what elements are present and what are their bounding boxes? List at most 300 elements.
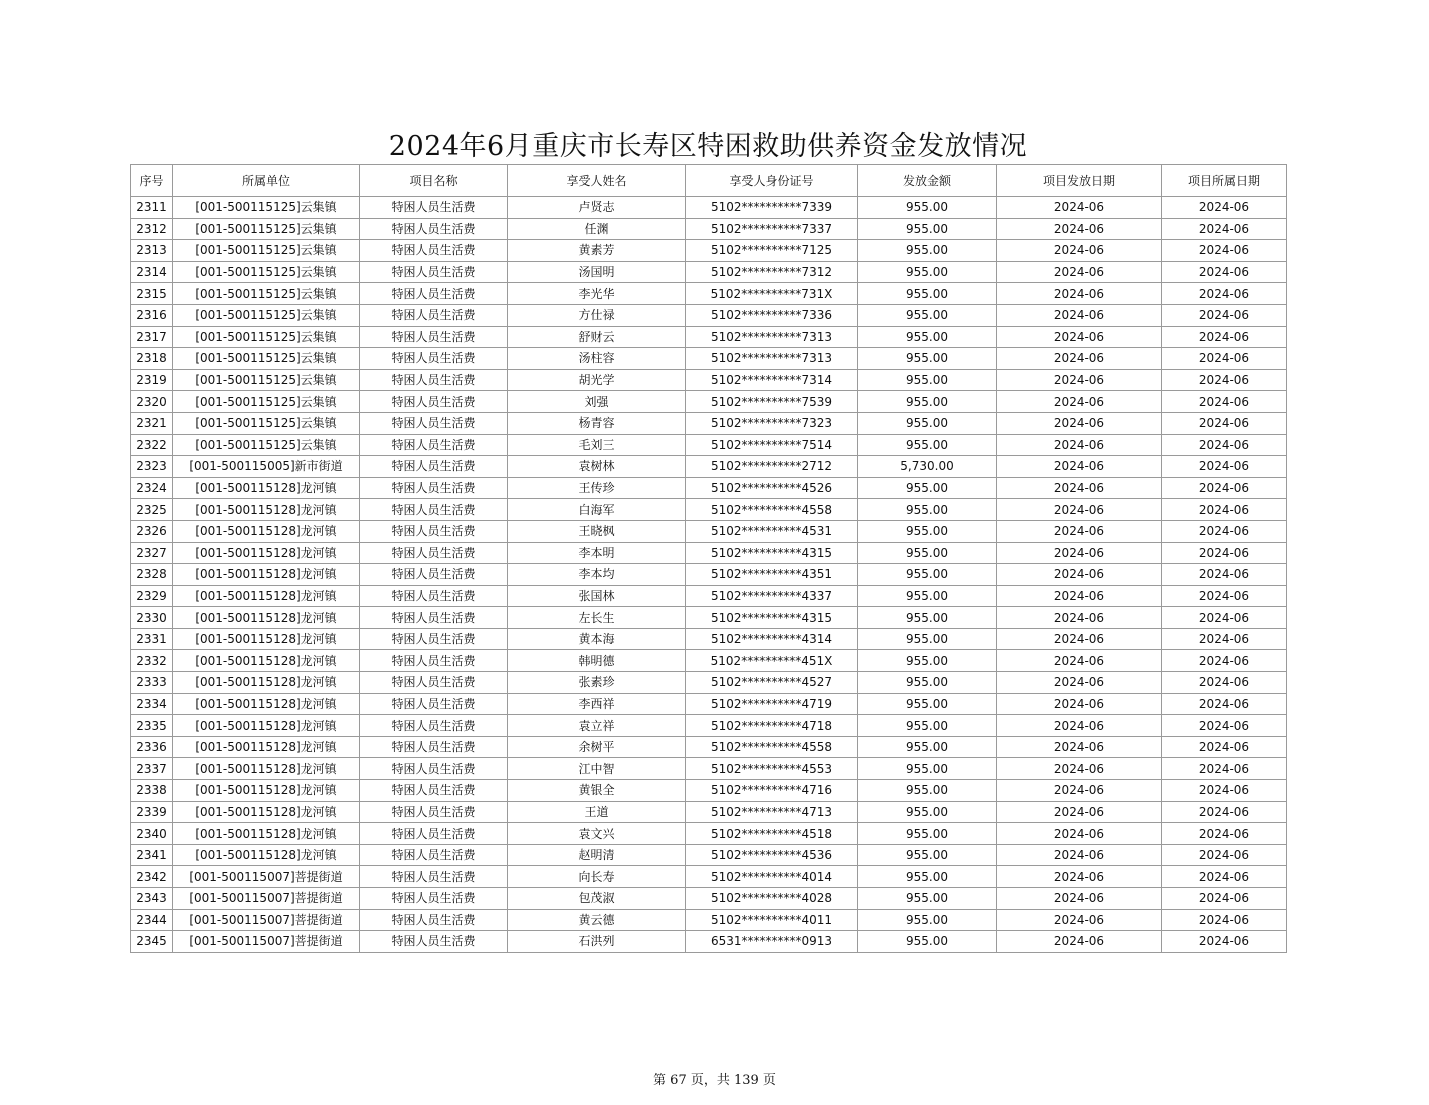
cell-project-name: 特困人员生活费 [360, 758, 508, 780]
table-row [131, 542, 1287, 564]
table-row [131, 607, 1287, 629]
table-row [131, 240, 1287, 262]
cell-project-name: 特困人员生活费 [360, 197, 508, 219]
cell-recipient-name: 胡光学 [508, 369, 686, 391]
cell-serial: 2331 [131, 628, 173, 650]
header-amount: 发放金额 [858, 165, 997, 197]
cell-recipient-id: 5102**********4536 [686, 844, 858, 866]
cell-recipient-id: 5102**********4315 [686, 607, 858, 629]
cell-unit: [001-500115125]云集镇 [173, 391, 360, 413]
cell-serial: 2322 [131, 434, 173, 456]
cell-project-name: 特困人员生活费 [360, 607, 508, 629]
cell-serial: 2334 [131, 693, 173, 715]
cell-period-date: 2024-06 [1162, 477, 1287, 499]
cell-recipient-id: 5102**********4716 [686, 780, 858, 802]
table-row [131, 369, 1287, 391]
cell-period-date: 2024-06 [1162, 197, 1287, 219]
table-row [131, 844, 1287, 866]
cell-amount: 955.00 [858, 888, 997, 910]
cell-amount: 955.00 [858, 304, 997, 326]
cell-project-name: 特困人员生活费 [360, 477, 508, 499]
cell-recipient-id: 5102**********4713 [686, 801, 858, 823]
cell-serial: 2311 [131, 197, 173, 219]
table-row [131, 283, 1287, 305]
cell-serial: 2333 [131, 672, 173, 694]
cell-period-date: 2024-06 [1162, 218, 1287, 240]
cell-period-date: 2024-06 [1162, 866, 1287, 888]
cell-serial: 2338 [131, 780, 173, 802]
cell-unit: [001-500115128]龙河镇 [173, 693, 360, 715]
cell-recipient-name: 黄银全 [508, 780, 686, 802]
cell-amount: 955.00 [858, 844, 997, 866]
cell-period-date: 2024-06 [1162, 456, 1287, 478]
cell-amount: 955.00 [858, 240, 997, 262]
cell-period-date: 2024-06 [1162, 628, 1287, 650]
cell-serial: 2314 [131, 261, 173, 283]
cell-unit: [001-500115128]龙河镇 [173, 672, 360, 694]
cell-project-name: 特困人员生活费 [360, 866, 508, 888]
cell-amount: 955.00 [858, 628, 997, 650]
cell-period-date: 2024-06 [1162, 736, 1287, 758]
header-unit: 所属单位 [173, 165, 360, 197]
cell-recipient-name: 赵明清 [508, 844, 686, 866]
cell-issue-date: 2024-06 [997, 520, 1162, 542]
cell-recipient-id: 5102**********4558 [686, 499, 858, 521]
cell-issue-date: 2024-06 [997, 628, 1162, 650]
cell-project-name: 特困人员生活费 [360, 499, 508, 521]
cell-project-name: 特困人员生活费 [360, 391, 508, 413]
header-recipient-id: 享受人身份证号 [686, 165, 858, 197]
cell-project-name: 特困人员生活费 [360, 348, 508, 370]
cell-issue-date: 2024-06 [997, 801, 1162, 823]
table-row [131, 888, 1287, 910]
cell-period-date: 2024-06 [1162, 326, 1287, 348]
table-row [131, 823, 1287, 845]
table-row [131, 391, 1287, 413]
cell-recipient-name: 汤柱容 [508, 348, 686, 370]
cell-unit: [001-500115128]龙河镇 [173, 801, 360, 823]
cell-period-date: 2024-06 [1162, 672, 1287, 694]
cell-serial: 2324 [131, 477, 173, 499]
cell-project-name: 特困人员生活费 [360, 456, 508, 478]
cell-period-date: 2024-06 [1162, 542, 1287, 564]
cell-issue-date: 2024-06 [997, 197, 1162, 219]
cell-recipient-id: 5102**********7336 [686, 304, 858, 326]
table-row [131, 736, 1287, 758]
cell-recipient-id: 5102**********7314 [686, 369, 858, 391]
cell-period-date: 2024-06 [1162, 585, 1287, 607]
cell-project-name: 特困人员生活费 [360, 326, 508, 348]
table-row [131, 218, 1287, 240]
cell-recipient-name: 李西祥 [508, 693, 686, 715]
table-row [131, 628, 1287, 650]
cell-project-name: 特困人员生活费 [360, 304, 508, 326]
cell-issue-date: 2024-06 [997, 693, 1162, 715]
cell-serial: 2332 [131, 650, 173, 672]
cell-period-date: 2024-06 [1162, 758, 1287, 780]
cell-serial: 2343 [131, 888, 173, 910]
cell-recipient-id: 5102**********4315 [686, 542, 858, 564]
table-row [131, 758, 1287, 780]
cell-recipient-name: 任渊 [508, 218, 686, 240]
cell-issue-date: 2024-06 [997, 866, 1162, 888]
cell-recipient-name: 袁立祥 [508, 715, 686, 737]
cell-period-date: 2024-06 [1162, 348, 1287, 370]
cell-recipient-id: 5102**********4011 [686, 909, 858, 931]
cell-recipient-name: 左长生 [508, 607, 686, 629]
cell-recipient-id: 5102**********4531 [686, 520, 858, 542]
cell-recipient-name: 江中智 [508, 758, 686, 780]
cell-unit: [001-500115125]云集镇 [173, 261, 360, 283]
cell-amount: 955.00 [858, 477, 997, 499]
table-row [131, 326, 1287, 348]
cell-project-name: 特困人员生活费 [360, 240, 508, 262]
cell-unit: [001-500115125]云集镇 [173, 348, 360, 370]
header-recipient-name: 享受人姓名 [508, 165, 686, 197]
table-row [131, 197, 1287, 219]
cell-unit: [001-500115125]云集镇 [173, 326, 360, 348]
cell-recipient-name: 包茂淑 [508, 888, 686, 910]
cell-period-date: 2024-06 [1162, 434, 1287, 456]
cell-issue-date: 2024-06 [997, 283, 1162, 305]
cell-period-date: 2024-06 [1162, 780, 1287, 802]
cell-unit: [001-500115125]云集镇 [173, 240, 360, 262]
cell-issue-date: 2024-06 [997, 499, 1162, 521]
cell-unit: [001-500115128]龙河镇 [173, 585, 360, 607]
cell-serial: 2342 [131, 866, 173, 888]
cell-amount: 955.00 [858, 283, 997, 305]
cell-project-name: 特困人员生活费 [360, 218, 508, 240]
cell-unit: [001-500115128]龙河镇 [173, 564, 360, 586]
cell-issue-date: 2024-06 [997, 823, 1162, 845]
cell-issue-date: 2024-06 [997, 844, 1162, 866]
cell-recipient-name: 舒财云 [508, 326, 686, 348]
cell-recipient-name: 李本均 [508, 564, 686, 586]
cell-recipient-name: 杨青容 [508, 412, 686, 434]
cell-issue-date: 2024-06 [997, 715, 1162, 737]
cell-issue-date: 2024-06 [997, 909, 1162, 931]
cell-issue-date: 2024-06 [997, 931, 1162, 953]
cell-project-name: 特困人员生活费 [360, 693, 508, 715]
cell-recipient-id: 5102**********7125 [686, 240, 858, 262]
cell-project-name: 特困人员生活费 [360, 283, 508, 305]
cell-period-date: 2024-06 [1162, 844, 1287, 866]
cell-serial: 2335 [131, 715, 173, 737]
cell-project-name: 特困人员生活费 [360, 628, 508, 650]
cell-amount: 955.00 [858, 650, 997, 672]
cell-issue-date: 2024-06 [997, 434, 1162, 456]
cell-period-date: 2024-06 [1162, 391, 1287, 413]
cell-project-name: 特困人员生活费 [360, 585, 508, 607]
cell-recipient-id: 5102**********4526 [686, 477, 858, 499]
cell-issue-date: 2024-06 [997, 780, 1162, 802]
cell-recipient-name: 刘强 [508, 391, 686, 413]
cell-serial: 2336 [131, 736, 173, 758]
cell-issue-date: 2024-06 [997, 218, 1162, 240]
cell-recipient-id: 5102**********7339 [686, 197, 858, 219]
cell-period-date: 2024-06 [1162, 240, 1287, 262]
cell-issue-date: 2024-06 [997, 304, 1162, 326]
cell-project-name: 特困人员生活费 [360, 520, 508, 542]
table-row [131, 348, 1287, 370]
cell-unit: [001-500115128]龙河镇 [173, 758, 360, 780]
cell-period-date: 2024-06 [1162, 931, 1287, 953]
cell-serial: 2328 [131, 564, 173, 586]
table-row [131, 499, 1287, 521]
cell-recipient-id: 5102**********4014 [686, 866, 858, 888]
cell-project-name: 特困人员生活费 [360, 542, 508, 564]
cell-amount: 955.00 [858, 434, 997, 456]
table-row [131, 261, 1287, 283]
cell-issue-date: 2024-06 [997, 391, 1162, 413]
cell-amount: 955.00 [858, 715, 997, 737]
table-row [131, 434, 1287, 456]
cell-project-name: 特困人员生活费 [360, 823, 508, 845]
cell-issue-date: 2024-06 [997, 456, 1162, 478]
cell-period-date: 2024-06 [1162, 801, 1287, 823]
cell-serial: 2312 [131, 218, 173, 240]
cell-period-date: 2024-06 [1162, 564, 1287, 586]
table-body [131, 197, 1287, 953]
cell-serial: 2321 [131, 412, 173, 434]
cell-recipient-id: 5102**********7313 [686, 348, 858, 370]
cell-amount: 955.00 [858, 564, 997, 586]
cell-project-name: 特困人员生活费 [360, 909, 508, 931]
cell-period-date: 2024-06 [1162, 369, 1287, 391]
cell-amount: 955.00 [858, 780, 997, 802]
cell-project-name: 特困人员生活费 [360, 931, 508, 953]
cell-amount: 955.00 [858, 218, 997, 240]
cell-recipient-id: 5102**********4527 [686, 672, 858, 694]
cell-project-name: 特困人员生活费 [360, 261, 508, 283]
table-row [131, 456, 1287, 478]
cell-issue-date: 2024-06 [997, 585, 1162, 607]
cell-recipient-name: 方仕禄 [508, 304, 686, 326]
cell-amount: 5,730.00 [858, 456, 997, 478]
cell-recipient-id: 5102**********4719 [686, 693, 858, 715]
cell-recipient-name: 袁树林 [508, 456, 686, 478]
payment-table [130, 164, 1287, 953]
cell-unit: [001-500115007]菩提街道 [173, 888, 360, 910]
cell-amount: 955.00 [858, 758, 997, 780]
cell-recipient-name: 张素珍 [508, 672, 686, 694]
cell-recipient-id: 5102**********7539 [686, 391, 858, 413]
cell-period-date: 2024-06 [1162, 715, 1287, 737]
cell-issue-date: 2024-06 [997, 736, 1162, 758]
cell-recipient-name: 王晓枫 [508, 520, 686, 542]
cell-recipient-id: 5102**********7312 [686, 261, 858, 283]
cell-project-name: 特困人员生活费 [360, 715, 508, 737]
table-row [131, 672, 1287, 694]
table-row [131, 909, 1287, 931]
cell-issue-date: 2024-06 [997, 650, 1162, 672]
cell-amount: 955.00 [858, 693, 997, 715]
cell-recipient-id: 5102**********4028 [686, 888, 858, 910]
table-row [131, 866, 1287, 888]
cell-project-name: 特困人员生活费 [360, 650, 508, 672]
cell-recipient-id: 5102**********4718 [686, 715, 858, 737]
cell-amount: 955.00 [858, 412, 997, 434]
cell-amount: 955.00 [858, 736, 997, 758]
cell-issue-date: 2024-06 [997, 888, 1162, 910]
cell-serial: 2344 [131, 909, 173, 931]
cell-period-date: 2024-06 [1162, 283, 1287, 305]
cell-project-name: 特困人员生活费 [360, 780, 508, 802]
table-row [131, 715, 1287, 737]
cell-recipient-id: 5102**********7323 [686, 412, 858, 434]
cell-unit: [001-500115128]龙河镇 [173, 628, 360, 650]
cell-project-name: 特困人员生活费 [360, 801, 508, 823]
cell-serial: 2341 [131, 844, 173, 866]
cell-serial: 2325 [131, 499, 173, 521]
cell-unit: [001-500115128]龙河镇 [173, 542, 360, 564]
cell-serial: 2320 [131, 391, 173, 413]
cell-unit: [001-500115007]菩提街道 [173, 931, 360, 953]
cell-issue-date: 2024-06 [997, 564, 1162, 586]
cell-unit: [001-500115125]云集镇 [173, 434, 360, 456]
cell-recipient-id: 5102**********731X [686, 283, 858, 305]
cell-unit: [001-500115128]龙河镇 [173, 715, 360, 737]
cell-serial: 2319 [131, 369, 173, 391]
cell-serial: 2318 [131, 348, 173, 370]
table-row [131, 304, 1287, 326]
cell-period-date: 2024-06 [1162, 520, 1287, 542]
cell-unit: [001-500115128]龙河镇 [173, 477, 360, 499]
cell-recipient-id: 5102**********4337 [686, 585, 858, 607]
cell-issue-date: 2024-06 [997, 672, 1162, 694]
table-row [131, 801, 1287, 823]
page-number: 第 67 页，共 139 页 [653, 1073, 776, 1088]
header-project-name: 项目名称 [360, 165, 508, 197]
cell-period-date: 2024-06 [1162, 888, 1287, 910]
cell-issue-date: 2024-06 [997, 758, 1162, 780]
cell-serial: 2313 [131, 240, 173, 262]
cell-issue-date: 2024-06 [997, 326, 1162, 348]
cell-period-date: 2024-06 [1162, 261, 1287, 283]
cell-amount: 955.00 [858, 369, 997, 391]
cell-project-name: 特困人员生活费 [360, 564, 508, 586]
table-row [131, 520, 1287, 542]
cell-project-name: 特困人员生活费 [360, 412, 508, 434]
cell-amount: 955.00 [858, 801, 997, 823]
cell-period-date: 2024-06 [1162, 650, 1287, 672]
cell-serial: 2315 [131, 283, 173, 305]
cell-project-name: 特困人员生活费 [360, 888, 508, 910]
cell-recipient-name: 向长寿 [508, 866, 686, 888]
cell-recipient-name: 黄素芳 [508, 240, 686, 262]
cell-issue-date: 2024-06 [997, 240, 1162, 262]
cell-period-date: 2024-06 [1162, 304, 1287, 326]
cell-amount: 955.00 [858, 823, 997, 845]
cell-recipient-id: 5102**********4314 [686, 628, 858, 650]
cell-recipient-name: 韩明德 [508, 650, 686, 672]
header-issue-date: 项目发放日期 [997, 165, 1162, 197]
cell-serial: 2323 [131, 456, 173, 478]
cell-amount: 955.00 [858, 326, 997, 348]
table-row [131, 564, 1287, 586]
cell-issue-date: 2024-06 [997, 542, 1162, 564]
cell-recipient-id: 5102**********4518 [686, 823, 858, 845]
cell-recipient-name: 李本明 [508, 542, 686, 564]
cell-unit: [001-500115125]云集镇 [173, 304, 360, 326]
cell-serial: 2326 [131, 520, 173, 542]
cell-amount: 955.00 [858, 585, 997, 607]
page-title: 2024年6月重庆市长寿区特困救助供养资金发放情况 [388, 131, 1028, 162]
cell-amount: 955.00 [858, 931, 997, 953]
cell-recipient-name: 王传珍 [508, 477, 686, 499]
cell-recipient-id: 5102**********7514 [686, 434, 858, 456]
cell-serial: 2317 [131, 326, 173, 348]
cell-recipient-name: 白海军 [508, 499, 686, 521]
cell-recipient-name: 黄本海 [508, 628, 686, 650]
cell-serial: 2327 [131, 542, 173, 564]
cell-project-name: 特困人员生活费 [360, 672, 508, 694]
cell-unit: [001-500115128]龙河镇 [173, 823, 360, 845]
cell-amount: 955.00 [858, 607, 997, 629]
cell-serial: 2329 [131, 585, 173, 607]
cell-serial: 2337 [131, 758, 173, 780]
table-row [131, 412, 1287, 434]
cell-issue-date: 2024-06 [997, 412, 1162, 434]
cell-unit: [001-500115007]菩提街道 [173, 909, 360, 931]
cell-unit: [001-500115125]云集镇 [173, 412, 360, 434]
table-row [131, 931, 1287, 953]
cell-serial: 2316 [131, 304, 173, 326]
cell-period-date: 2024-06 [1162, 823, 1287, 845]
cell-amount: 955.00 [858, 909, 997, 931]
cell-amount: 955.00 [858, 672, 997, 694]
cell-unit: [001-500115128]龙河镇 [173, 844, 360, 866]
cell-recipient-name: 余树平 [508, 736, 686, 758]
cell-unit: [001-500115128]龙河镇 [173, 736, 360, 758]
cell-unit: [001-500115125]云集镇 [173, 369, 360, 391]
cell-project-name: 特困人员生活费 [360, 434, 508, 456]
cell-project-name: 特困人员生活费 [360, 736, 508, 758]
cell-unit: [001-500115125]云集镇 [173, 218, 360, 240]
cell-amount: 955.00 [858, 520, 997, 542]
cell-project-name: 特困人员生活费 [360, 369, 508, 391]
cell-issue-date: 2024-06 [997, 477, 1162, 499]
cell-recipient-id: 5102**********4351 [686, 564, 858, 586]
cell-issue-date: 2024-06 [997, 348, 1162, 370]
cell-unit: [001-500115125]云集镇 [173, 283, 360, 305]
cell-recipient-name: 李光华 [508, 283, 686, 305]
cell-serial: 2340 [131, 823, 173, 845]
cell-period-date: 2024-06 [1162, 909, 1287, 931]
cell-recipient-id: 5102**********7313 [686, 326, 858, 348]
cell-recipient-name: 汤国明 [508, 261, 686, 283]
table-row [131, 780, 1287, 802]
cell-unit: [001-500115128]龙河镇 [173, 780, 360, 802]
cell-recipient-name: 袁文兴 [508, 823, 686, 845]
table-row [131, 650, 1287, 672]
cell-recipient-name: 张国林 [508, 585, 686, 607]
cell-issue-date: 2024-06 [997, 607, 1162, 629]
cell-period-date: 2024-06 [1162, 412, 1287, 434]
cell-amount: 955.00 [858, 391, 997, 413]
header-period-date: 项目所属日期 [1162, 165, 1287, 197]
cell-amount: 955.00 [858, 542, 997, 564]
cell-recipient-id: 5102**********451X [686, 650, 858, 672]
cell-project-name: 特困人员生活费 [360, 844, 508, 866]
table-header-row [131, 165, 1287, 197]
cell-issue-date: 2024-06 [997, 369, 1162, 391]
cell-unit: [001-500115125]云集镇 [173, 197, 360, 219]
cell-unit: [001-500115005]新市街道 [173, 456, 360, 478]
header-serial: 序号 [131, 165, 173, 197]
cell-unit: [001-500115128]龙河镇 [173, 607, 360, 629]
cell-recipient-id: 5102**********4558 [686, 736, 858, 758]
